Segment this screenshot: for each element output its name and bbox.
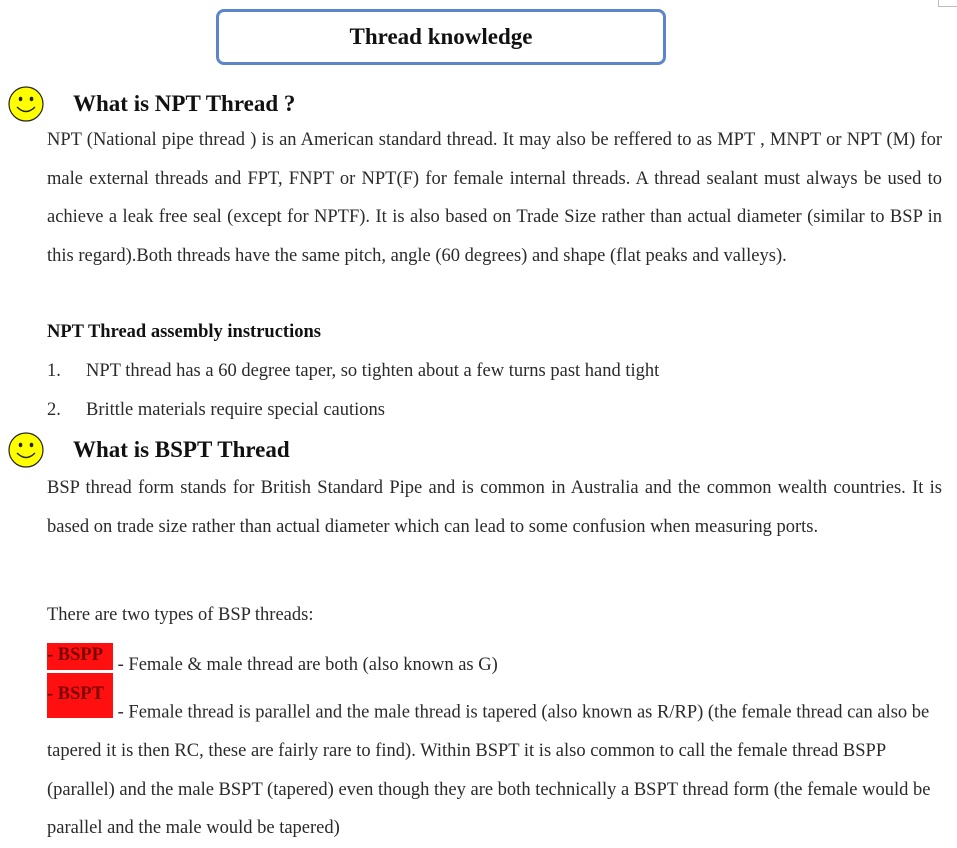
npt-heading (8, 86, 295, 122)
page-title-text: Thread knowledge (349, 24, 533, 49)
smiley-face-icon (8, 86, 44, 122)
list-item-number: 2. (47, 400, 61, 420)
bspt-heading (8, 432, 290, 468)
bspp-description: - Female & male thread are both (also known as G) (113, 655, 498, 675)
npt-assembly-heading: NPT Thread assembly instructions (47, 322, 321, 342)
bspp-line (47, 643, 498, 676)
bspt-tag: - BSPT (47, 673, 113, 718)
page-corner-mark (938, 0, 957, 7)
list-item-text: Brittle materials require special cautions (86, 400, 385, 420)
bspt-type-paragraph (47, 673, 937, 848)
list-item-number: 1. (47, 361, 61, 381)
page-title (216, 9, 666, 65)
bsp-types-intro: There are two types of BSP threads: (47, 605, 314, 625)
npt-paragraph: NPT (National pipe thread ) is an American standard thread. It may also be reffered to as MPT , MNPT or NPT (M) for male external threads and FPT, FNPT or NPT(F) for female internal threads. A thread sealant must always be used to achieve a leak free seal (except for NPTF). It is also based on Trade Size rather than actual diameter (similar to BSP in this regard).Both threads have the same pitch, angle (60 degrees) and shape (flat peaks and valleys). (47, 130, 942, 266)
bspt-description: - Female thread is parallel and the male thread is tapered (also known as R/RP) (the female thread can also be tapered it is then RC, these are fairly rare to find). Within BSPT it is also common to call the female thread BSPP (parallel) and the male BSPT (tapered) even though they are both technically a BSPT thread form (the female would be parallel and the male would be tapered) (47, 702, 931, 838)
npt-heading-text: What is NPT Thread ? (73, 91, 296, 116)
list-item (47, 361, 659, 382)
bspt-paragraph: BSP thread form stands for British Standard Pipe and is common in Australia and the common wealth countries. It is based on trade size rather than actual diameter which can lead to some confusion when measuring ports. (47, 478, 942, 537)
list-item (47, 400, 385, 421)
bspt-heading-text: What is BSPT Thread (73, 437, 290, 462)
list-item-text: NPT thread has a 60 degree taper, so tighten about a few turns past hand tight (86, 361, 660, 381)
smiley-face-icon (8, 432, 44, 468)
bspp-tag: - BSPP (47, 643, 113, 670)
